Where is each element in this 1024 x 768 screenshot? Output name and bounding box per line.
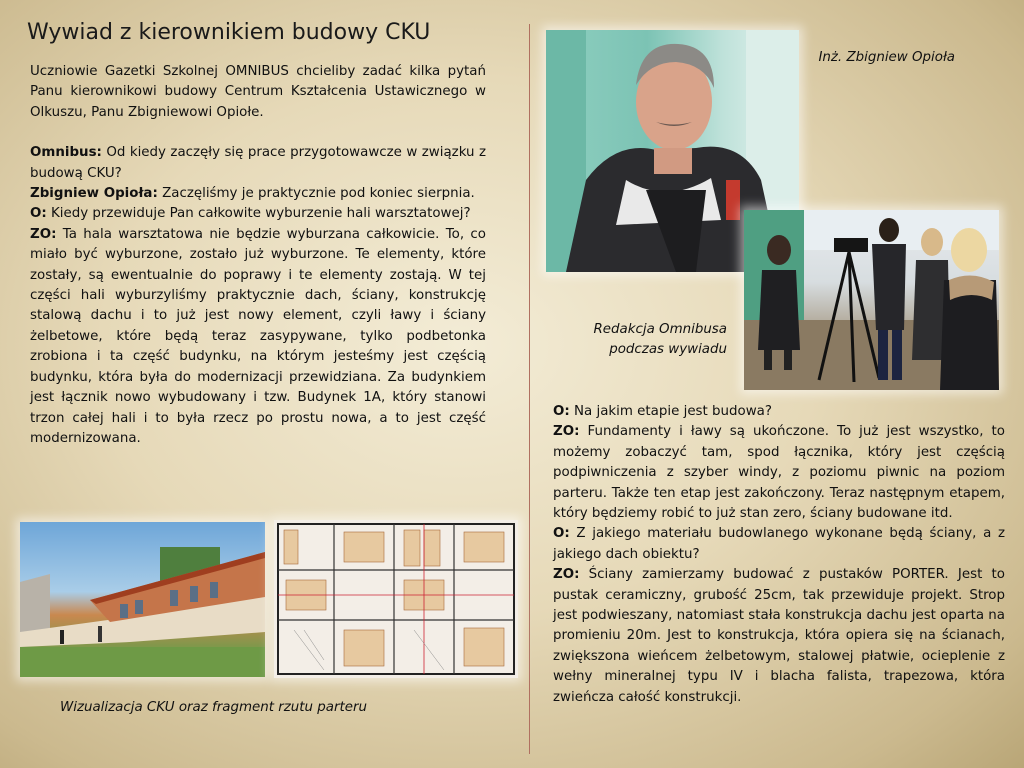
question-text: Z jakiego materiału budowlanego wykonane będą ściany, a z jakiego dach obiektu? <box>553 526 1005 562</box>
speaker-label: ZO: <box>553 567 580 583</box>
crew-caption-line-1: Redakcja Omnibusa <box>593 322 727 337</box>
answer-3 <box>553 422 1005 524</box>
speaker-label: O: <box>553 404 570 419</box>
question-text: Od kiedy zaczęły się prace przygotowawcze w związku z budową CKU? <box>30 145 486 181</box>
visualization-illustration <box>20 522 265 677</box>
answer-1 <box>30 184 486 204</box>
building-visualization <box>20 522 265 677</box>
paragraph-gap <box>30 123 486 143</box>
question-3 <box>553 402 1005 422</box>
crew-illustration <box>744 210 999 390</box>
intro-paragraph: Uczniowie Gazetki Szkolnej OMNIBUS chcieliby zadać kilka pytań Panu kierownikowi budowy Centrum Kształcenia Ustawicznego w Olkuszu, Panu Zbigniewowi Opiołe. <box>30 64 486 120</box>
answer-2 <box>30 225 486 449</box>
floor-plan-illustration <box>274 520 518 678</box>
page-title: Wywiad z kierownikiem budowy CKU <box>27 20 431 45</box>
portrait-caption: Inż. Zbigniew Opioła <box>818 50 955 65</box>
speaker-label: Omnibus: <box>30 145 102 161</box>
interview-crew-photo <box>744 210 999 390</box>
speaker-label: ZO: <box>30 226 57 242</box>
question-1 <box>30 143 486 184</box>
answer-text: Ściany zamierzamy budować z pustaków PORTER. Jest to pustak ceramiczny, grubość 25cm, tak przewiduje projekt. Strop jest podwieszany, natomiast stała konstrukcja dachu jest oparta na promieniu 20m. Jest to konstrukcja, która opiera się na ścianach, zwiększona wieńcem żelbetowym, stalowej płatwie, ocieplenie z wełny mineralnej typu IV i blacha falista, trapezowa, która zwieńcza całość konstrukcji. <box>553 567 1005 705</box>
question-text: Na jakim etapie jest budowa? <box>569 404 772 419</box>
answer-4 <box>553 565 1005 708</box>
question-text: Kiedy przewiduje Pan całkowite wyburzenie hali warsztatowej? <box>46 206 471 222</box>
question-2 <box>30 204 486 224</box>
floor-plan-image <box>274 520 518 678</box>
answer-text: Ta hala warsztatowa nie będzie wyburzana całkowicie. To, co miało być wyburzone, zostało już wyburzone. Te elementy, które zostały, są ewentualnie do poprawy i te elementy zostają. W tej części hali wyburzyliśmy praktycznie dach, ściany, konstrukcję stalową dachu i to już jest nowy element, czyli ławy i ściany żelbetowe, które będą teraz zasypywane, tylko podbetonka zrobiona i ta część budynku, na którym jesteśmy jest częścią budynku, która była do modernizacji przewidziana. Za budynkiem jest łącznik nowo wybudowany i tzw. Budynek 1A, który stanowi trzon całej hali i to była rzecz po prostu nowa, a to jest część modernizowana. <box>30 226 486 446</box>
speaker-label: ZO: <box>553 424 580 440</box>
answer-text: Zaczęliśmy je praktycznie pod koniec sierpnia. <box>157 186 475 202</box>
speaker-label: O: <box>553 526 570 542</box>
speaker-label: Zbigniew Opioła: <box>30 186 158 202</box>
question-4 <box>553 524 1005 565</box>
speaker-label: O: <box>30 206 47 222</box>
crew-caption-line-2: podczas wywiadu <box>609 342 727 357</box>
column-divider <box>529 24 530 754</box>
crew-caption <box>560 320 727 360</box>
visualization-caption: Wizualizacja CKU oraz fragment rzutu parteru <box>60 700 367 715</box>
answer-text: Fundamenty i ławy są ukończone. To już jest wszystko, to możemy zobaczyć tam, spod łącznika, który jest częścią podpiwniczenia z szyber windy, z poziomu piwnic na poziom parteru. Także ten etap jest zakończony. Teraz następnym etapem, który będziemy robić to już stan zero, ściany budowane itd. <box>553 424 1005 522</box>
left-column <box>30 62 486 449</box>
right-column <box>553 402 1005 708</box>
